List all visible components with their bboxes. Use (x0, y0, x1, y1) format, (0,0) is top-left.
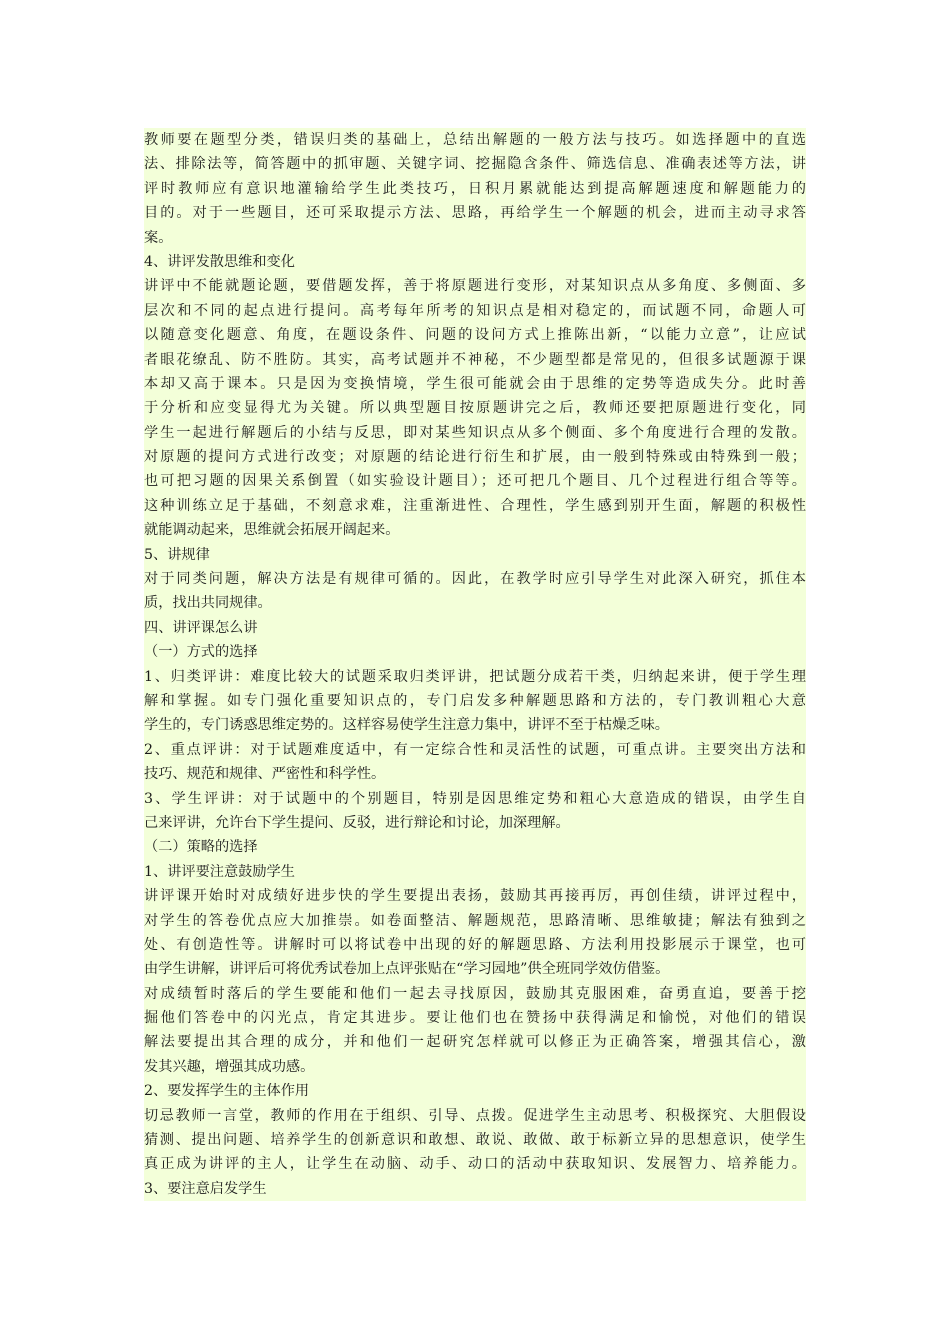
text-line: 掘他们答卷中的闪光点，肯定其进步。要让他们也在赞扬中获得满足和愉悦，对他们的错误 (144, 1010, 806, 1027)
text-line: 对学生的答卷优点应大加推崇。如卷面整洁、解题规范，思路清晰、思维敏捷；解法有独到之 (144, 912, 806, 929)
text-line: 由学生讲解，讲评后可将优秀试卷加上点评张贴在“学习园地”供全班同学效仿借鉴。 (144, 961, 670, 978)
text-line: 评时教师应有意识地灌输给学生此类技巧，日积月累就能达到提高解题速度和解题能力的 (144, 180, 806, 197)
text-line: 处、有创造性等。讲解时可以将试卷中出现的好的解题思路、方法利用投影展示于课堂，也可 (144, 936, 806, 953)
text-line: 法、排除法等，简答题中的抓审题、关键字词、挖掘隐含条件、筛选信息、准确表述等方法，讲 (144, 156, 806, 173)
text-line: 2、重点评讲：对于试题难度适中，有一定综合性和灵活性的试题，可重点讲。主要突出方法和 (144, 741, 806, 758)
text-line: 4、讲评发散思维和变化 (144, 253, 295, 270)
text-line: 猜测、提出问题、培养学生的创新意识和敢想、敢说、敢做、敢于标新立异的思想意识，使学生 (144, 1132, 806, 1149)
text-line: 讲评中不能就题论题，要借题发挥，善于将原题进行变形，对某知识点从多角度、多侧面、多 (144, 278, 806, 295)
text-line: 发其兴趣，增强其成功感。 (144, 1058, 315, 1075)
document-body (144, 128, 806, 1201)
text-line: 层次和不同的起点进行提问。高考每年所考的知识点是相对稳定的，而试题不同，命题人可 (144, 302, 806, 319)
text-line: 对于同类问题，解决方法是有规律可循的。因此，在教学时应引导学生对此深入研究，抓住本 (144, 571, 806, 588)
text-line: 2、要发挥学生的主体作用 (144, 1083, 310, 1100)
text-line: 技巧、规范和规律、严密性和科学性。 (144, 766, 386, 783)
text-line: 教师要在题型分类，错误归类的基础上，总结出解题的一般方法与技巧。如选择题中的直选 (144, 132, 806, 148)
text-line: 于分析和应变显得尤为关键。所以典型题目按原题讲完之后，教师还要把原题进行变化，同 (144, 400, 806, 417)
text-line: 1、归类评讲：难度比较大的试题采取归类评讲，把试题分成若干类，归纳起来讲，便于学生理 (144, 668, 806, 685)
text-line: 本却又高于课本。只是因为变换情境，学生很可能就会由于思维的定势等造成失分。此时善 (144, 375, 806, 392)
text-line: 3、学生评讲：对于试题中的个别题目，特别是因思维定势和粗心大意造成的错误，由学生自 (144, 790, 806, 807)
text-line: 者眼花缭乱、防不胜防。其实，高考试题并不神秘，不少题型都是常见的，但很多试题源于课 (144, 351, 806, 368)
text-line: 解和掌握。如专门强化重要知识点的，专门启发多种解题思路和方法的，专门教训粗心大意 (144, 692, 806, 709)
text-line: 学生一起进行解题后的小结与反思，即对某些知识点从多个侧面、多个角度进行合理的发散。 (144, 424, 806, 441)
text-line: （二）策略的选择 (144, 839, 258, 856)
text-line: 对原题的提问方式进行改变；对原题的结论进行衍生和扩展，由一般到特殊或由特殊到一般； (144, 449, 806, 466)
text-line: 1、讲评要注意鼓励学生 (144, 863, 295, 880)
text-line: 学生的，专门诱惑思维定势的。这样容易使学生注意力集中，讲评不至于枯燥乏味。 (144, 717, 669, 734)
text-line: 真正成为讲评的主人，让学生在动脑、动手、动口的活动中获取知识、发展智力、培养能力。 (144, 1156, 806, 1173)
text-line: 切忌教师一言堂，教师的作用在于组织、引导、点拨。促进学生主动思考、积极探究、大胆假设 (144, 1107, 806, 1124)
text-line: 对成绩暂时落后的学生要能和他们一起去寻找原因，鼓励其克服困难，奋勇直追，要善于挖 (144, 985, 806, 1002)
text-line: 就能调动起来，思维就会拓展开阔起来。 (144, 522, 400, 539)
text-line: 解法要提出其合理的成分，并和他们一起研究怎样就可以修正为正确答案，增强其信心，激 (144, 1034, 806, 1051)
text-line: 也可把习题的因果关系倒置（如实验设计题目）；还可把几个题目、几个过程进行组合等等。 (144, 473, 806, 490)
text-line: 以随意变化题意、角度，在题设条件、问题的设问方式上推陈出新，“以能力立意”，让应试 (144, 327, 806, 344)
text-line: 讲评课开始时对成绩好进步快的学生要提出表扬，鼓励其再接再厉，再创佳绩，讲评过程中， (144, 888, 806, 905)
text-line: 案。 (144, 229, 173, 246)
text-line: 质，找出共同规律。 (144, 595, 272, 612)
text-line: 这种训练立足于基础，不刻意求难，注重渐进性、合理性，学生感到别开生面，解题的积极性 (144, 497, 806, 514)
text-line: 5、讲规律 (144, 546, 210, 563)
text-line: 3、要注意启发学生 (144, 1180, 267, 1197)
text-line: 己来评讲，允许台下学生提问、反驳，进行辩论和讨论，加深理解。 (144, 814, 570, 831)
text-line: 四、讲评课怎么讲 (144, 619, 258, 636)
text-line: 目的。对于一些题目，还可采取提示方法、思路，再给学生一个解题的机会，进而主动寻求答 (144, 205, 806, 222)
text-line: （一）方式的选择 (144, 644, 258, 661)
